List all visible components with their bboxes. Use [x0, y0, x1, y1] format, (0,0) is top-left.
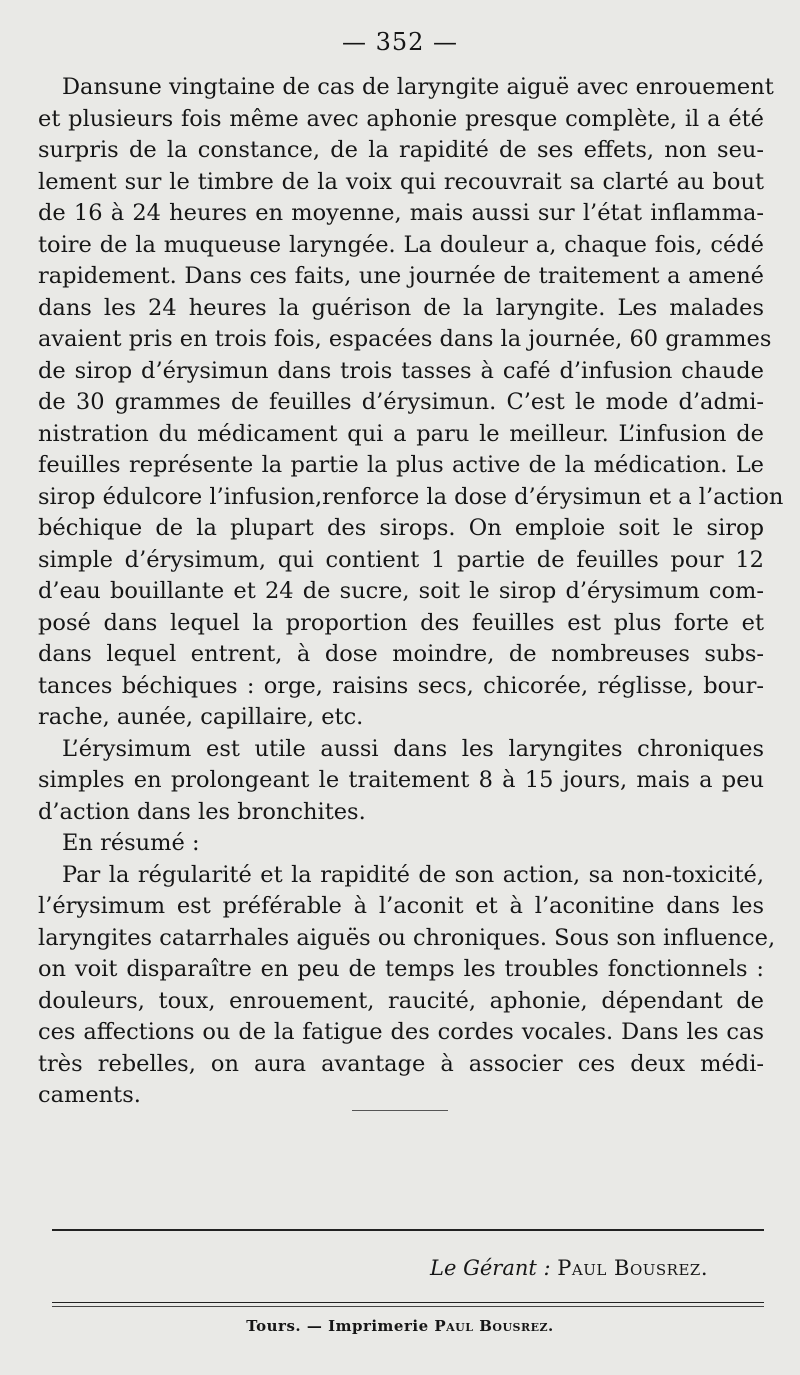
text-line: de 30 grammes de feuilles d’érysimun. C’est le mode d’admi-	[38, 389, 764, 415]
text-line: on voit disparaître en peu de temps les troubles fonctionnels :	[38, 956, 764, 982]
text-line: tances béchiques : orge, raisins secs, chicorée, réglisse, bour-	[38, 672, 764, 699]
text-line: dans lequel entrent, à dose moindre, de nombreuses subs-	[38, 641, 764, 667]
text-line: d’action dans les bronchites.	[38, 798, 366, 825]
gerant-name: Paul Bousrez.	[557, 1256, 708, 1280]
section-divider	[352, 1110, 448, 1111]
text-line: et plusieurs fois même avec aphonie presque complète, il a été	[38, 105, 764, 132]
imprint-city: Tours. — Imprimerie	[246, 1317, 429, 1335]
paragraph	[38, 828, 764, 860]
text-line: rache, aunée, capillaire, etc.	[38, 704, 364, 730]
text-line: dans les 24 heures la guérison de la laryngite. Les malades	[38, 294, 764, 321]
gerant-label: Le Gérant :	[430, 1256, 551, 1280]
text-line: laryngites catarrhales aiguës ou chroniques. Sous son influence,	[38, 924, 776, 951]
paragraph	[38, 734, 764, 829]
text-line: sirop édulcore l’infusion,renforce la dose d’érysimun et a l’action	[38, 483, 784, 510]
text-line: Par la régularité et la rapidité de son action, sa non-toxicité,	[62, 861, 764, 888]
text-line: rapidement. Dans ces faits, une journée de traitement a amené	[38, 263, 764, 289]
text-line: ces affections ou de la fatigue des cordes vocales. Dans les cas	[38, 1019, 764, 1045]
text-line: très rebelles, on aura avantage à associer ces deux médi-	[38, 1050, 764, 1077]
text-line: feuilles représente la partie la plus active de la médication. Le	[38, 452, 764, 478]
text-line: caments.	[38, 1082, 141, 1108]
text-line: nistration du médicament qui a paru le meilleur. L’infusion de	[38, 420, 764, 447]
paragraph	[38, 860, 776, 1112]
text-line: l’érysimum est préférable à l’aconit et à l’aconitine dans les	[38, 893, 764, 919]
imprint-rule	[52, 1302, 764, 1307]
text-line: surpris de la constance, de la rapidité de ses effets, non seu-	[38, 137, 764, 163]
text-line: d’eau bouillante et 24 de sucre, soit le sirop d’érysimum com-	[38, 578, 764, 604]
paragraph	[38, 72, 784, 734]
text-line: béchique de la plupart des sirops. On emploie soit le sirop	[38, 515, 764, 541]
page-number: — 352 —	[341, 28, 459, 56]
text-line: toire de la muqueuse laryngée. La douleur a, chaque fois, cédé	[38, 231, 764, 258]
text-line: avaient pris en trois fois, espacées dans la journée, 60 grammes	[38, 326, 772, 352]
text-line: simples en prolongeant le traitement 8 à 15 jours, mais a peu	[38, 767, 764, 793]
text-line: En résumé :	[62, 830, 200, 856]
text-line: lement sur le timbre de la voix qui recouvrait sa clarté au bout	[38, 168, 764, 195]
body-text	[38, 72, 784, 1112]
text-line: de sirop d’érysimun dans trois tasses à café d’infusion chaude	[38, 357, 764, 384]
imprint-printer: Paul Bousrez.	[434, 1317, 554, 1335]
gerant-signature	[430, 1256, 708, 1280]
text-line: douleurs, toux, enrouement, raucité, aphonie, dépendant de	[38, 987, 764, 1014]
text-line: L’érysimum est utile aussi dans les laryngites chroniques	[62, 735, 764, 762]
text-line: simple d’érysimum, qui contient 1 partie de feuilles pour 12	[38, 546, 764, 573]
text-line: posé dans lequel la proportion des feuilles est plus forte et	[38, 609, 764, 636]
footer-rule	[52, 1229, 764, 1231]
text-line: de 16 à 24 heures en moyenne, mais aussi sur l’état inflamma-	[38, 200, 764, 226]
text-line: Dansune vingtaine de cas de laryngite aiguë avec enrouement	[62, 74, 774, 100]
printer-imprint	[0, 1317, 800, 1335]
